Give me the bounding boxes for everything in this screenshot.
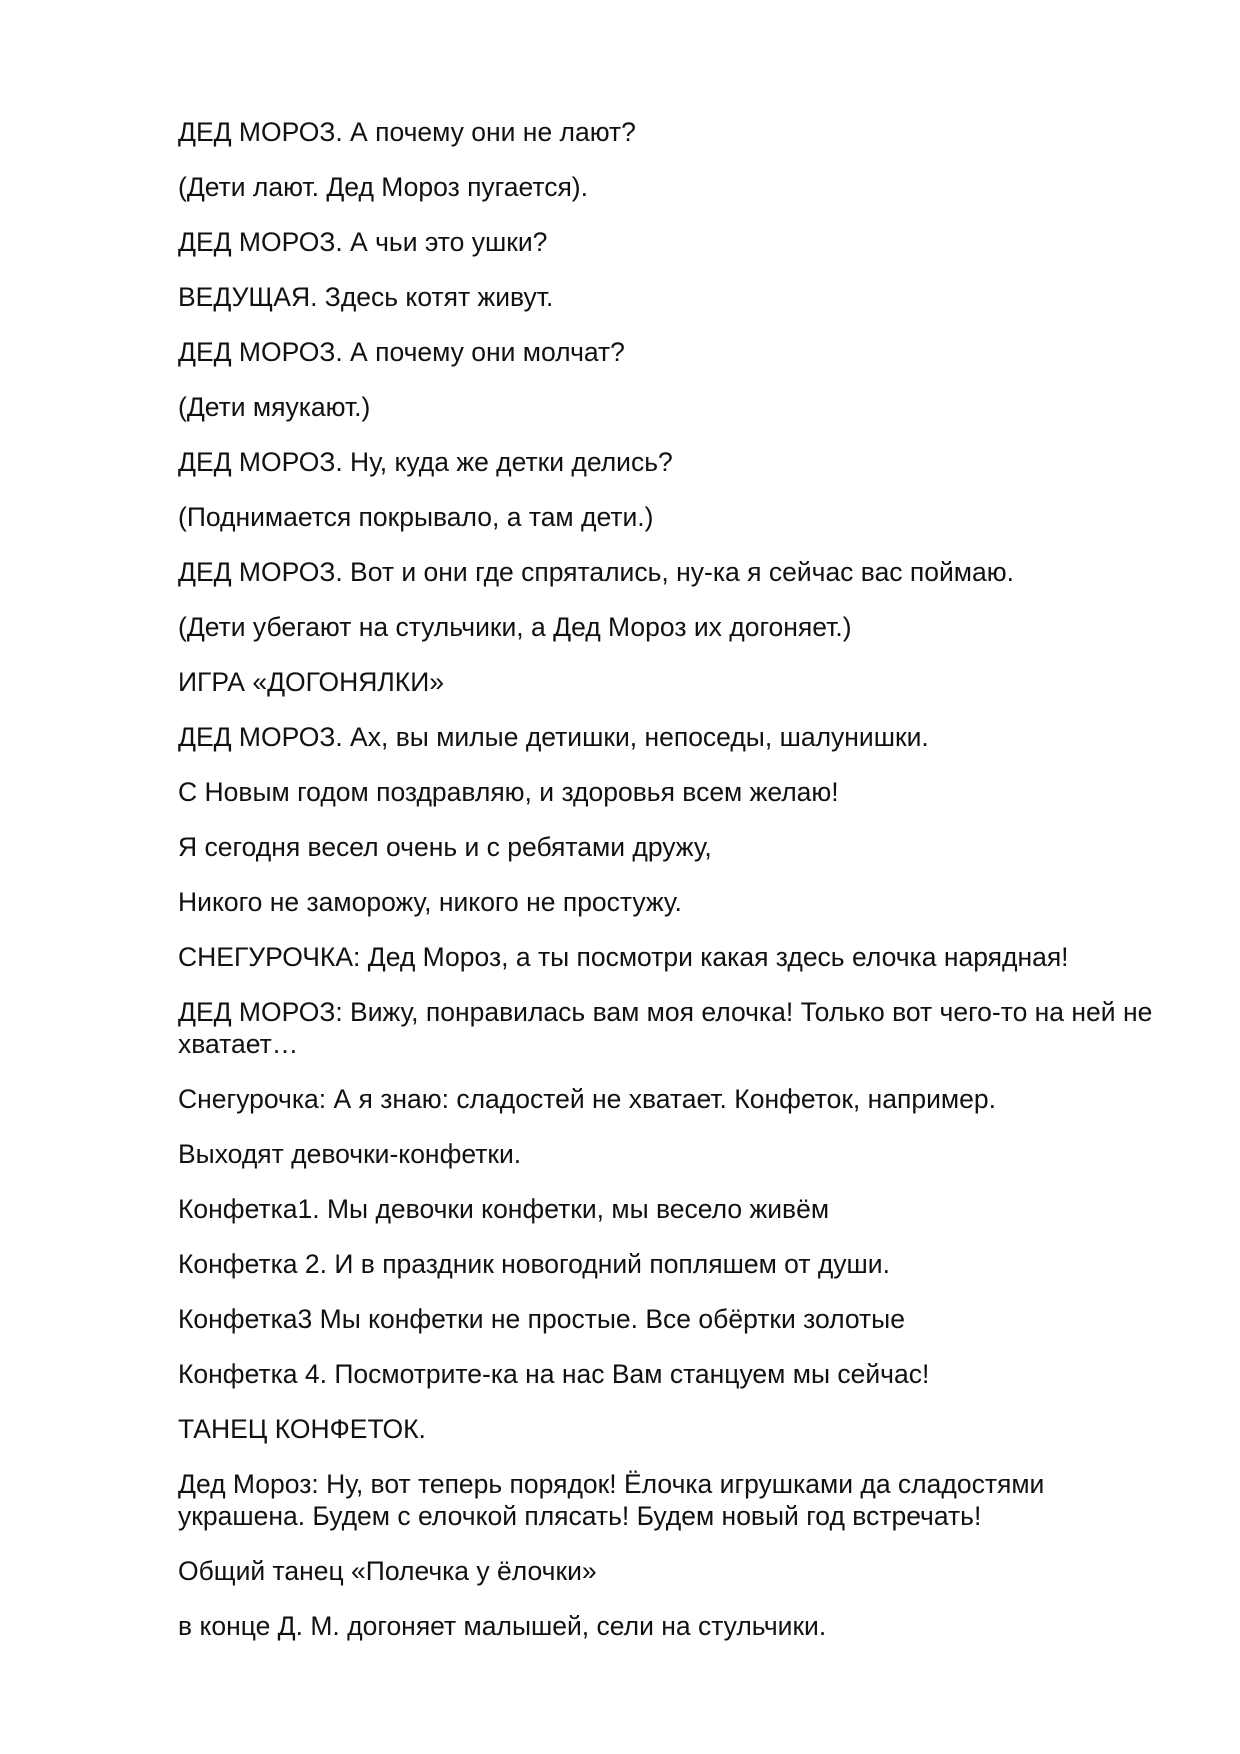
stage-direction: (Дети убегают на стульчики, а Дед Мороз их догоняет.) xyxy=(178,612,852,642)
verse-line: Я сегодня весел очень и с ребятами дружу, xyxy=(178,832,712,862)
stage-direction: (Поднимается покрывало, а там дети.) xyxy=(178,502,654,532)
verse-line: С Новым годом поздравляю, и здоровья всем желаю! xyxy=(178,777,839,807)
script-line: ДЕД МОРОЗ. Ах, вы милые детишки, непоседы, шалунишки. xyxy=(178,722,929,752)
script-line: Дед Мороз: Ну, вот теперь порядок! Ёлочка игрушками да сладостями украшена. Будем с елочкой плясать! Будем новый год встречать! xyxy=(178,1469,1045,1531)
section-heading: ИГРА «ДОГОНЯЛКИ» xyxy=(178,667,444,697)
script-line: Конфетка1. Мы девочки конфетки, мы весело живём xyxy=(178,1194,830,1224)
script-line: ДЕД МОРОЗ. Вот и они где спрятались, ну-ка я сейчас вас поймаю. xyxy=(178,557,1015,587)
section-heading: Общий танец «Полечка у ёлочки» xyxy=(178,1556,597,1586)
script-line: ДЕД МОРОЗ. А почему они молчат? xyxy=(178,337,625,367)
script-line: Конфетка 4. Посмотрите-ка на нас Вам станцуем мы сейчас! xyxy=(178,1359,930,1389)
stage-direction: Выходят девочки-конфетки. xyxy=(178,1139,522,1169)
script-line: ВЕДУЩАЯ. Здесь котят живут. xyxy=(178,282,554,312)
section-heading: ТАНЕЦ КОНФЕТОК. xyxy=(178,1414,426,1444)
script-line: Конфетка3 Мы конфетки не простые. Все обёртки золотые xyxy=(178,1304,905,1334)
script-line: ДЕД МОРОЗ. Ну, куда же детки делись? xyxy=(178,447,673,477)
stage-direction: (Дети лают. Дед Мороз пугается). xyxy=(178,172,588,202)
script-line: ДЕД МОРОЗ. А почему они не лают? xyxy=(178,117,636,147)
verse-line: Никого не заморожу, никого не простужу. xyxy=(178,887,682,917)
script-line: СНЕГУРОЧКА: Дед Мороз, а ты посмотри какая здесь елочка нарядная! xyxy=(178,942,1069,972)
script-line: Конфетка 2. И в праздник новогодний попляшем от души. xyxy=(178,1249,890,1279)
stage-direction: в конце Д. М. догоняет малышей, сели на стульчики. xyxy=(178,1611,827,1641)
script-line: Снегурочка: А я знаю: сладостей не хватает. Конфеток, например. xyxy=(178,1084,996,1114)
stage-direction: (Дети мяукают.) xyxy=(178,392,371,422)
script-line: ДЕД МОРОЗ: Вижу, понравилась вам моя елочка! Только вот чего-то на ней не хватает… xyxy=(178,997,1153,1059)
document-page xyxy=(178,116,1168,1665)
script-line: ДЕД МОРОЗ. А чьи это ушки? xyxy=(178,227,548,257)
